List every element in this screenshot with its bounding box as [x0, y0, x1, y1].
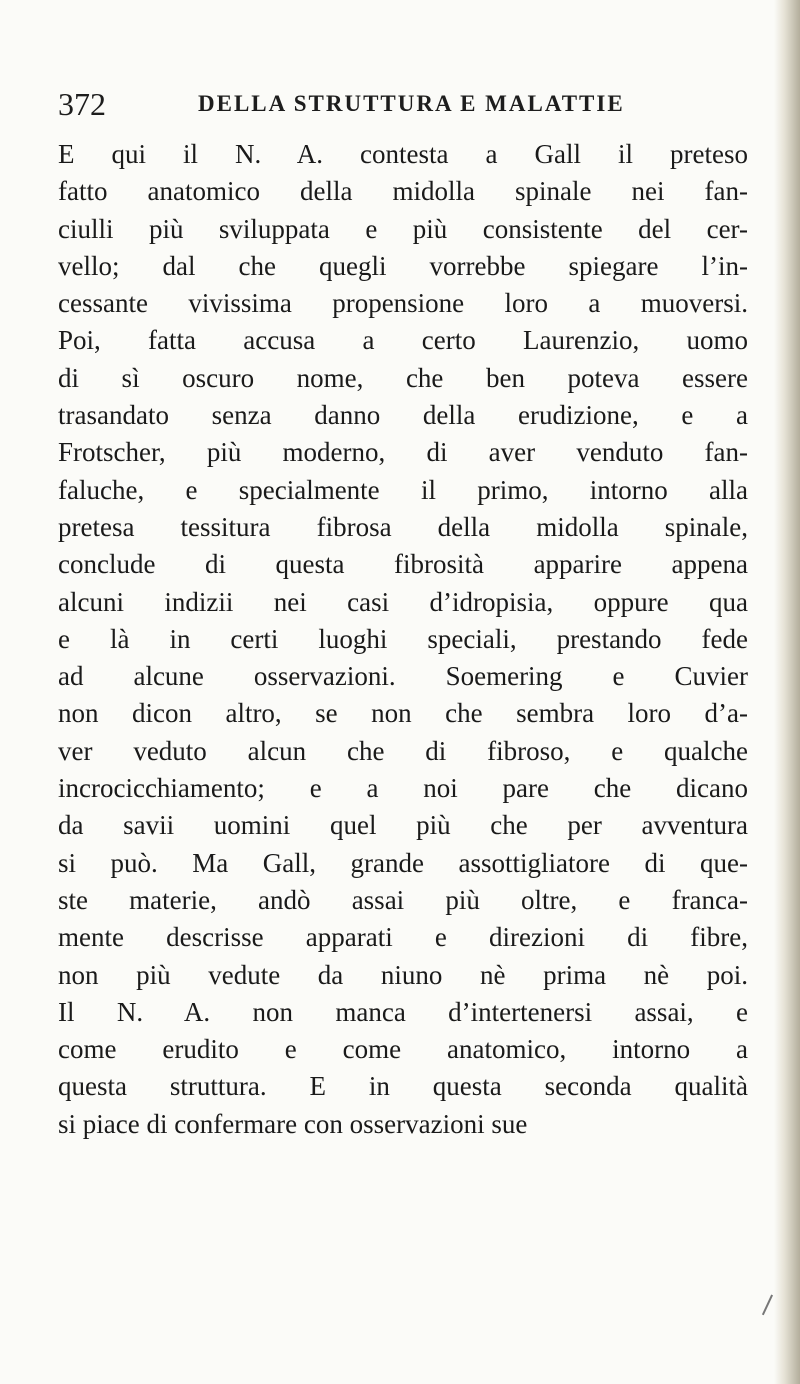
body-text — [58, 136, 748, 1143]
text-line: ciulli più sviluppata e più consistente del cer- — [58, 213, 748, 244]
page-edge-shadow — [774, 0, 800, 1384]
text-line: non dicon altro, se non che sembra loro d’a- — [58, 698, 748, 729]
text-line: si può. Ma Gall, grande assottigliatore di que- — [58, 847, 748, 878]
text-line: fatto anatomico della midolla spinale nei fan- — [58, 176, 748, 207]
text-line: ste materie, andò assai più oltre, e franca- — [58, 884, 748, 915]
text-line: incrocicchiamento; e a noi pare che dicano — [58, 773, 748, 804]
text-line: come erudito e come anatomico, intorno a — [58, 1034, 748, 1065]
text-line: faluche, e specialmente il primo, intorno alla — [58, 474, 748, 505]
text-line: di sì oscuro nome, che ben poteva essere — [58, 362, 748, 393]
text-line: questa struttura. E in questa seconda qualità — [58, 1071, 748, 1102]
text-line: alcuni indizii nei casi d’idropisia, oppure qua — [58, 586, 748, 617]
running-head: DELLA STRUTTURA E MALATTIE — [198, 91, 625, 116]
text-line: ver veduto alcun che di fibroso, e qualche — [58, 735, 748, 766]
text-line: da savii uomini quel più che per avventura — [58, 810, 748, 841]
text-line: Poi, fatta accusa a certo Laurenzio, uomo — [58, 325, 748, 356]
text-line: Frotscher, più moderno, di aver venduto fan- — [58, 437, 748, 468]
text-line: non più vedute da niuno nè prima nè poi. — [58, 959, 748, 990]
text-line: E qui il N. A. contesta a Gall il preteso — [58, 139, 748, 169]
text-line: pretesa tessitura fibrosa della midolla spinale, — [58, 511, 748, 542]
text-line: trasandato senza danno della erudizione, e a — [58, 400, 748, 431]
text-line: vello; dal che quegli vorrebbe spiegare l’in- — [58, 250, 748, 281]
text-line: cessante vivissima propensione loro a muoversi. — [58, 288, 748, 319]
text-line: mente descrisse apparati e direzioni di fibre, — [58, 922, 748, 953]
text-line: e là in certi luoghi speciali, prestando fede — [58, 623, 748, 654]
text-line: Il N. A. non manca d’intertenersi assai, e — [58, 996, 748, 1027]
page-number: 372 — [58, 86, 106, 122]
page-header — [58, 84, 748, 124]
text-line: ad alcune osservazioni. Soemering e Cuvier — [58, 661, 748, 692]
text-line: si piace di confermare con osservazioni sue — [58, 1108, 528, 1139]
text-line: conclude di questa fibrosità apparire appena — [58, 549, 748, 580]
